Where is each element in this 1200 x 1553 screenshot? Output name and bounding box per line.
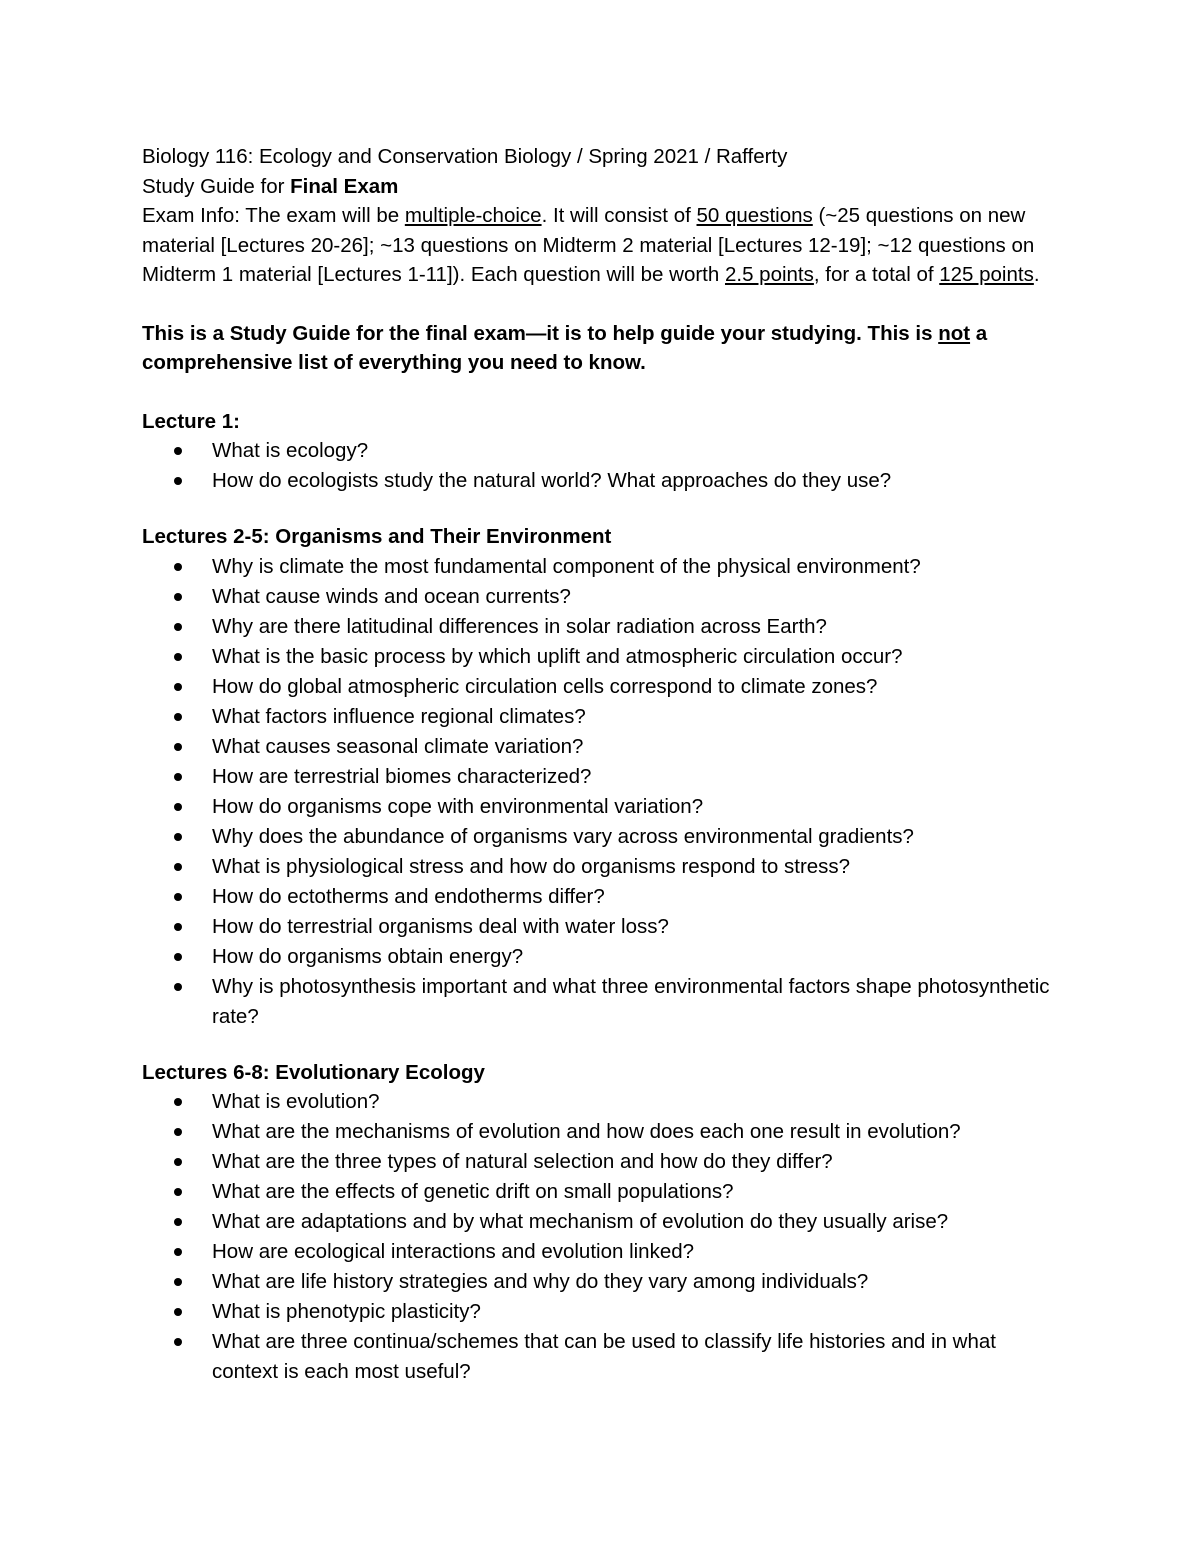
bullet-icon <box>174 1188 182 1196</box>
course-title: Biology 116: Ecology and Conservation Biology / Spring 2021 / Rafferty <box>142 145 788 168</box>
spacer <box>142 496 1062 522</box>
bullet-icon <box>174 593 182 601</box>
list-item <box>142 1147 1062 1177</box>
list-item <box>142 822 1062 852</box>
bullet-icon <box>174 447 182 455</box>
notice-text-1: This is a Study Guide for the final exam—it is to help guide your studying. This is <box>142 321 939 345</box>
bullet-icon <box>174 893 182 901</box>
section-list-lectures-2-5 <box>142 552 1062 1032</box>
bullet-icon <box>174 833 182 841</box>
list-item-text: How do organisms cope with environmental variation? <box>212 794 704 818</box>
list-item <box>142 1087 1062 1117</box>
guide-title-bold: Final Exam <box>290 174 399 198</box>
list-item <box>142 1117 1062 1147</box>
question-count: 50 questions <box>696 204 813 227</box>
list-item <box>142 1297 1062 1327</box>
list-item <box>142 762 1062 792</box>
study-guide-notice <box>142 319 1062 378</box>
list-item <box>142 1237 1062 1267</box>
bullet-icon <box>174 683 182 691</box>
exam-format: multiple-choice <box>404 204 542 227</box>
list-item <box>142 1177 1062 1207</box>
bullet-icon <box>174 713 182 721</box>
exam-info-text-3: (~25 questions on new material [Lectures 20-26]; ~13 questions on Midterm 2 material [Lectures 12-19]; ~12 questions on Midterm 1 material [Lectures 1-11]). Each question will be worth <box>142 204 1035 286</box>
list-item <box>142 912 1062 942</box>
list-item <box>142 732 1062 762</box>
bullet-icon <box>174 477 182 485</box>
list-item-text: Why does the abundance of organisms vary across environmental gradients? <box>212 824 914 848</box>
exam-info-text-1: Exam Info: The exam will be <box>142 204 405 227</box>
list-item <box>142 702 1062 732</box>
bullet-icon <box>174 653 182 661</box>
bullet-icon <box>174 863 182 871</box>
notice-emphasis: not <box>938 321 971 345</box>
list-item-text: What is ecology? <box>212 439 369 462</box>
document-page <box>142 142 1062 1387</box>
section-heading-lectures-6-8: Lectures 6-8: Evolutionary Ecology <box>142 1060 485 1084</box>
bullet-icon <box>174 1218 182 1226</box>
section-list-lecture-1 <box>142 436 1062 496</box>
bullet-icon <box>174 1278 182 1286</box>
list-item-text: How do global atmospheric circulation cells correspond to climate zones? <box>212 674 878 698</box>
section-list-lectures-6-8 <box>142 1087 1062 1387</box>
list-item <box>142 642 1062 672</box>
list-item-text: What is evolution? <box>212 1090 380 1113</box>
spacer <box>142 378 1062 407</box>
list-item-text: How are terrestrial biomes characterized? <box>212 764 592 788</box>
bullet-icon <box>174 623 182 631</box>
list-item-text: Why is photosynthesis important and what three environmental factors shape photosynthetic rate? <box>212 974 1050 1028</box>
guide-title-prefix: Study Guide for <box>142 174 291 198</box>
list-item-text: What are three continua/schemes that can be used to classify life histories and in what context is each most useful? <box>212 1330 996 1383</box>
bullet-icon <box>174 743 182 751</box>
list-item-text: What are the three types of natural selection and how do they differ? <box>212 1150 833 1173</box>
section-heading-lecture-1: Lecture 1: <box>142 409 240 433</box>
bullet-icon <box>174 1248 182 1256</box>
list-item <box>142 466 1062 496</box>
bullet-icon <box>174 1158 182 1166</box>
list-item-text: What factors influence regional climates? <box>212 704 586 728</box>
exam-info-paragraph <box>142 201 1062 290</box>
list-item <box>142 612 1062 642</box>
bullet-icon <box>174 983 182 991</box>
bullet-icon <box>174 803 182 811</box>
list-item-text: What are the mechanisms of evolution and how does each one result in evolution? <box>212 1120 961 1143</box>
exam-info-text-2: . It will consist of <box>541 204 697 227</box>
list-item-text: What is phenotypic plasticity? <box>212 1300 481 1323</box>
list-item <box>142 852 1062 882</box>
notice-text-2: a comprehensive list of everything you need to know. <box>142 321 988 374</box>
spacer <box>142 290 1062 319</box>
exam-info-text-5: . <box>1033 263 1040 286</box>
list-item-text: How are ecological interactions and evolution linked? <box>212 1240 695 1263</box>
list-item <box>142 1207 1062 1237</box>
list-item-text: What are life history strategies and why do they vary among individuals? <box>212 1270 869 1293</box>
guide-title <box>142 172 1062 202</box>
list-item-text: What is physiological stress and how do organisms respond to stress? <box>212 854 851 878</box>
bullet-icon <box>174 923 182 931</box>
bullet-icon <box>174 563 182 571</box>
list-item <box>142 436 1062 466</box>
list-item-text: What causes seasonal climate variation? <box>212 734 584 758</box>
list-item <box>142 552 1062 582</box>
list-item-text: How do terrestrial organisms deal with water loss? <box>212 914 669 938</box>
section-heading-lectures-2-5: Lectures 2-5: Organisms and Their Environment <box>142 525 612 548</box>
list-item-text: Why are there latitudinal differences in solar radiation across Earth? <box>212 614 827 638</box>
list-item-text: Why is climate the most fundamental component of the physical environment? <box>212 554 921 578</box>
list-item <box>142 1327 1062 1387</box>
points-per-question: 2.5 points <box>724 263 814 286</box>
list-item-text: How do organisms obtain energy? <box>212 944 524 968</box>
list-item-text: How do ecologists study the natural world? What approaches do they use? <box>212 469 892 492</box>
list-item <box>142 792 1062 822</box>
bullet-icon <box>174 1098 182 1106</box>
list-item-text: What cause winds and ocean currents? <box>212 584 571 608</box>
bullet-icon <box>174 953 182 961</box>
bullet-icon <box>174 1128 182 1136</box>
spacer <box>142 1032 1062 1058</box>
bullet-icon <box>174 1308 182 1316</box>
list-item <box>142 972 1062 1032</box>
exam-info-text-4: , for a total of <box>813 263 940 286</box>
list-item-text: How do ectotherms and endotherms differ? <box>212 884 605 908</box>
list-item-text: What are the effects of genetic drift on small populations? <box>212 1180 734 1203</box>
list-item <box>142 942 1062 972</box>
total-points: 125 points <box>939 263 1034 286</box>
list-item-text: What is the basic process by which uplift and atmospheric circulation occur? <box>212 644 903 668</box>
bullet-icon <box>174 773 182 781</box>
list-item-text: What are adaptations and by what mechanism of evolution do they usually arise? <box>212 1210 949 1233</box>
list-item <box>142 582 1062 612</box>
list-item <box>142 1267 1062 1297</box>
list-item <box>142 882 1062 912</box>
bullet-icon <box>174 1338 182 1346</box>
list-item <box>142 672 1062 702</box>
